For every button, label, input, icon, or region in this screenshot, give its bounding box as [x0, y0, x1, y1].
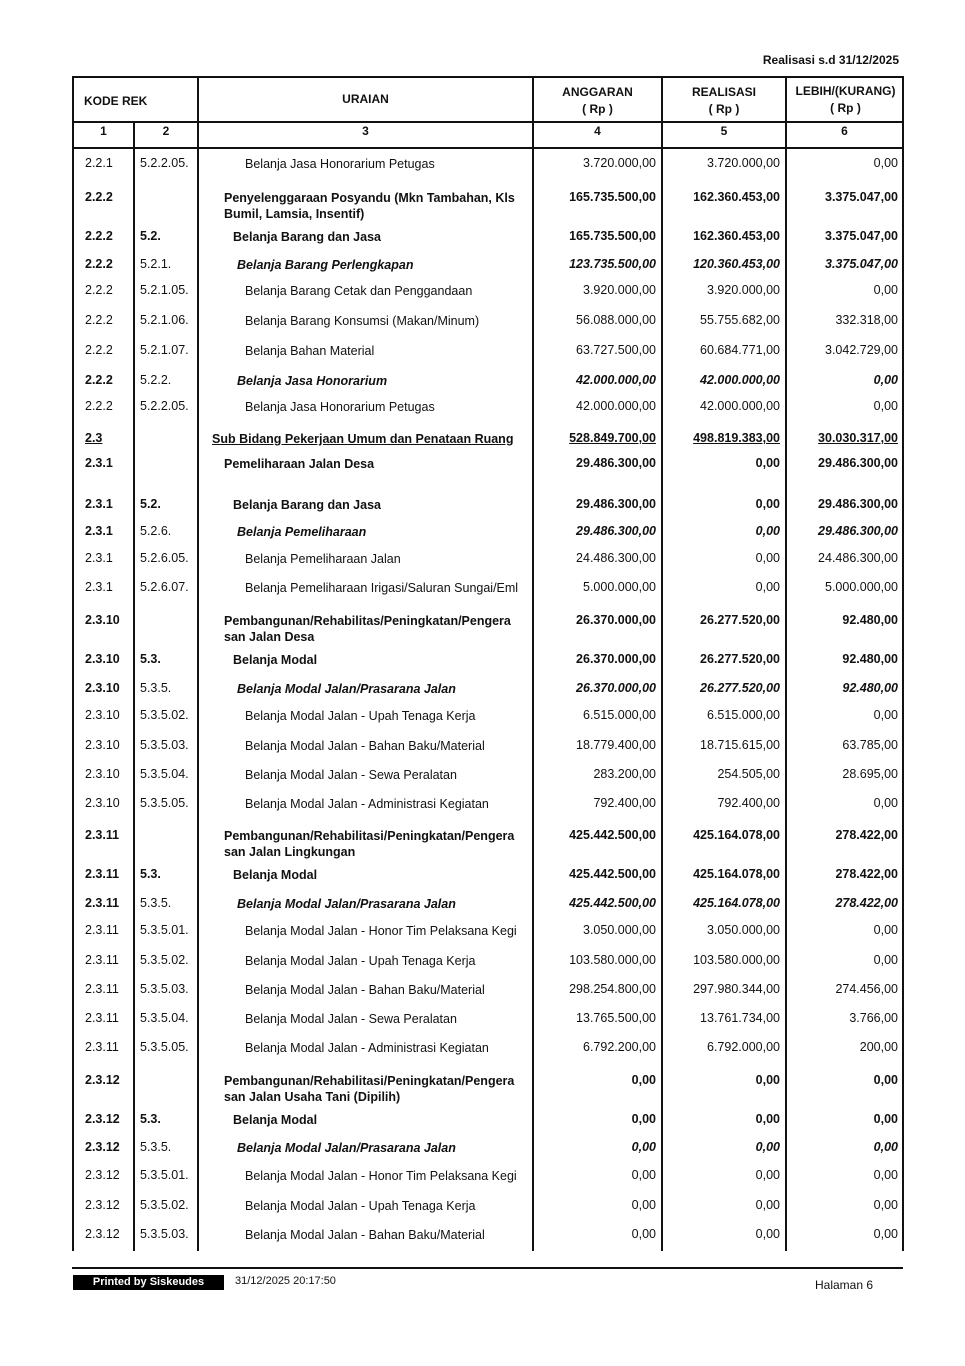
realization-amount-cell: 3.920.000,00 [707, 283, 780, 297]
header-anggaran [534, 84, 661, 118]
account-code-cell: 2.3.11 [85, 953, 119, 967]
rekening-code-cell: 5.3. [140, 652, 161, 666]
account-code-cell: 2.3.12 [85, 1168, 120, 1182]
column-number-3: 3 [362, 124, 369, 138]
realization-amount-cell: 26.277.520,00 [700, 652, 780, 666]
realization-amount-cell: 425.164.078,00 [693, 828, 780, 842]
account-code-cell: 2.3.1 [85, 551, 113, 565]
description-cell: Pemeliharaan Jalan Desa [224, 457, 375, 471]
rekening-code-cell: 5.2.1.07. [140, 343, 189, 357]
description-cell: Belanja Modal Jalan - Upah Tenaga Kerja [245, 709, 476, 723]
difference-amount-cell: 5.000.000,00 [825, 580, 898, 594]
realization-amount-cell: 0,00 [755, 1168, 780, 1182]
account-code-cell: 2.2.2 [85, 283, 113, 297]
account-code-cell: 2.3.11 [85, 1011, 119, 1025]
budget-amount-cell: 26.370.000,00 [576, 681, 656, 695]
difference-amount-cell: 3.375.047,00 [825, 229, 898, 243]
description-cell: Belanja Modal Jalan - Bahan Baku/Material [245, 739, 485, 753]
budget-amount-cell: 63.727.500,00 [576, 343, 656, 357]
difference-amount-cell: 0,00 [873, 1168, 898, 1182]
realization-amount-cell: 103.580.000,00 [693, 953, 780, 967]
difference-amount-cell: 0,00 [873, 1112, 898, 1126]
description-cell: Belanja Modal Jalan/Prasarana Jalan [237, 1141, 456, 1155]
budget-amount-cell: 5.000.000,00 [583, 580, 656, 594]
account-code-cell: 2.3.12 [85, 1073, 120, 1087]
description-cell: Pembangunan/Rehabilitasi/Peningkatan/Pengera san Jalan Usaha Tani (Dipilih) [224, 1074, 515, 1104]
description-cell: Belanja Barang dan Jasa [233, 498, 381, 512]
realization-amount-cell: 425.164.078,00 [693, 867, 780, 881]
budget-amount-cell: 165.735.500,00 [569, 190, 656, 204]
account-code-cell: 2.2.2 [85, 373, 113, 387]
account-code-cell: 2.3.10 [85, 681, 120, 695]
budget-amount-cell: 29.486.300,00 [576, 497, 656, 511]
rekening-code-cell: 5.3.5.02. [140, 953, 189, 967]
description-cell: Pembangunan/Rehabilitasi/Peningkatan/Pengera san Jalan Lingkungan [224, 829, 515, 859]
budget-amount-cell: 26.370.000,00 [576, 613, 656, 627]
budget-amount-cell: 0,00 [631, 1227, 656, 1241]
budget-amount-cell: 425.442.500,00 [569, 867, 656, 881]
description-cell: Belanja Modal Jalan - Bahan Baku/Material [245, 983, 485, 997]
rekening-code-cell: 5.3.5.03. [140, 738, 189, 752]
realization-amount-cell: 498.819.383,00 [693, 431, 780, 445]
rekening-code-cell: 5.3.5. [140, 681, 172, 695]
budget-amount-cell: 3.720.000,00 [583, 156, 656, 170]
budget-amount-cell: 24.486.300,00 [576, 551, 656, 565]
description-cell: Pembangunan/Rehabilitas/Peningkatan/Pengera san Jalan Desa [224, 614, 511, 644]
budget-amount-cell: 103.580.000,00 [569, 953, 656, 967]
budget-amount-cell: 0,00 [631, 1168, 656, 1182]
account-code-cell: 2.3.10 [85, 738, 120, 752]
period-label: Realisasi s.d 31/12/2025 [762, 53, 899, 67]
account-code-cell: 2.3.12 [85, 1112, 120, 1126]
difference-amount-cell: 30.030.317,00 [818, 431, 898, 445]
description-cell: Belanja Modal [233, 1113, 318, 1127]
difference-amount-cell: 0,00 [873, 1073, 898, 1087]
account-code-cell: 2.3.12 [85, 1140, 120, 1154]
account-code-cell: 2.2.2 [85, 343, 113, 357]
rekening-code-cell: 5.2.1.06. [140, 313, 189, 327]
difference-amount-cell: 278.422,00 [835, 828, 898, 842]
description-cell: Belanja Modal Jalan - Sewa Peralatan [245, 1012, 457, 1026]
rekening-code-cell: 5.3.5.04. [140, 1011, 189, 1025]
rekening-code-cell: 5.3.5.05. [140, 796, 189, 810]
difference-amount-cell: 332.318,00 [835, 313, 898, 327]
difference-amount-cell: 3.375.047,00 [825, 257, 898, 271]
realization-amount-cell: 0,00 [755, 1227, 780, 1241]
account-code-cell: 2.3 [85, 431, 103, 445]
budget-amount-cell: 42.000.000,00 [576, 373, 656, 387]
budget-amount-cell: 6.515.000,00 [583, 708, 656, 722]
budget-amount-cell: 0,00 [631, 1198, 656, 1212]
difference-amount-cell: 0,00 [873, 923, 898, 937]
difference-amount-cell: 3.375.047,00 [825, 190, 898, 204]
difference-amount-cell: 28.695,00 [842, 767, 898, 781]
difference-amount-cell: 29.486.300,00 [818, 524, 898, 538]
description-cell: Belanja Jasa Honorarium Petugas [245, 400, 435, 414]
realization-amount-cell: 3.720.000,00 [707, 156, 780, 170]
difference-amount-cell: 0,00 [873, 708, 898, 722]
account-code-cell: 2.3.10 [85, 613, 120, 627]
account-code-cell: 2.3.10 [85, 767, 120, 781]
rekening-code-cell: 5.3.5.01. [140, 1168, 189, 1182]
difference-amount-cell: 92.480,00 [842, 652, 898, 666]
description-cell: Belanja Barang Perlengkapan [237, 258, 414, 272]
page-number: Halaman 6 [815, 1278, 874, 1292]
account-code-cell: 2.2.2 [85, 313, 113, 327]
account-code-cell: 2.2.2 [85, 399, 113, 413]
description-cell: Belanja Modal [233, 653, 318, 667]
budget-amount-cell: 56.088.000,00 [576, 313, 656, 327]
description-cell: Belanja Pemeliharaan [237, 525, 367, 539]
column-number-5: 5 [720, 124, 728, 138]
rekening-code-cell: 5.3.5. [140, 1140, 172, 1154]
difference-amount-cell: 0,00 [873, 1198, 898, 1212]
difference-amount-cell: 278.422,00 [835, 896, 898, 910]
description-cell: Belanja Modal Jalan/Prasarana Jalan [237, 897, 456, 911]
realization-amount-cell: 162.360.453,00 [693, 190, 780, 204]
difference-amount-cell: 92.480,00 [842, 681, 898, 695]
rekening-code-cell: 5.2.6.05. [140, 551, 189, 565]
account-code-cell: 2.3.11 [85, 1040, 119, 1054]
rekening-code-cell: 5.3.5.01. [140, 923, 189, 937]
difference-amount-cell: 24.486.300,00 [818, 551, 898, 565]
header-lebih-kurang-label: LEBIH/(KURANG) [795, 84, 896, 98]
rekening-code-cell: 5.2.2.05. [140, 399, 189, 413]
realization-amount-cell: 0,00 [755, 1198, 780, 1212]
header-anggaran-label: ANGGARAN [562, 85, 633, 99]
account-code-cell: 2.3.10 [85, 652, 120, 666]
column-divider [785, 76, 787, 1251]
realization-amount-cell: 425.164.078,00 [693, 896, 780, 910]
budget-amount-cell: 0,00 [631, 1073, 656, 1087]
realization-amount-cell: 60.684.771,00 [700, 343, 780, 357]
realization-amount-cell: 0,00 [755, 1112, 780, 1126]
description-cell: Belanja Modal Jalan - Sewa Peralatan [245, 768, 457, 782]
rekening-code-cell: 5.3.5.02. [140, 1198, 189, 1212]
header-realisasi [663, 84, 785, 118]
realization-amount-cell: 0,00 [755, 524, 780, 538]
description-cell: Belanja Barang Konsumsi (Makan/Minum) [245, 314, 480, 328]
rekening-code-cell: 5.2.1. [140, 257, 172, 271]
budget-amount-cell: 298.254.800,00 [569, 982, 656, 996]
table-border-top [72, 76, 904, 78]
header-anggaran-unit: ( Rp ) [582, 102, 613, 116]
budget-amount-cell: 18.779.400,00 [576, 738, 656, 752]
realization-amount-cell: 297.980.344,00 [693, 982, 780, 996]
difference-amount-cell: 0,00 [873, 1227, 898, 1241]
description-cell: Belanja Bahan Material [245, 344, 375, 358]
budget-amount-cell: 26.370.000,00 [576, 652, 656, 666]
column-number-1: 1 [100, 124, 107, 138]
budget-amount-cell: 29.486.300,00 [576, 456, 656, 470]
column-divider [661, 76, 663, 1251]
difference-amount-cell: 0,00 [873, 1140, 898, 1154]
difference-amount-cell: 0,00 [873, 373, 898, 387]
realization-amount-cell: 55.755.682,00 [700, 313, 780, 327]
header-kode-rek: KODE REK [84, 94, 148, 108]
realization-amount-cell: 13.761.734,00 [700, 1011, 780, 1025]
rekening-code-cell: 5.2.1.05. [140, 283, 189, 297]
printed-timestamp: 31/12/2025 20:17:50 [235, 1275, 336, 1287]
difference-amount-cell: 3.766,00 [849, 1011, 898, 1025]
description-cell: Belanja Modal Jalan - Upah Tenaga Kerja [245, 1199, 476, 1213]
budget-amount-cell: 425.442.500,00 [569, 896, 656, 910]
rekening-code-cell: 5.2. [140, 497, 161, 511]
table-border-right [902, 76, 904, 1251]
budget-amount-cell: 165.735.500,00 [569, 229, 656, 243]
account-code-cell: 2.2.1 [85, 156, 113, 170]
realization-amount-cell: 792.400,00 [717, 796, 780, 810]
realization-amount-cell: 254.505,00 [717, 767, 780, 781]
difference-amount-cell: 92.480,00 [842, 613, 898, 627]
realization-amount-cell: 42.000.000,00 [700, 373, 780, 387]
description-cell: Sub Bidang Pekerjaan Umum dan Penataan Ruang [212, 432, 514, 446]
account-code-cell: 2.3.10 [85, 708, 120, 722]
account-code-cell: 2.3.11 [85, 867, 120, 881]
account-code-cell: 2.3.1 [85, 497, 113, 511]
realization-amount-cell: 6.515.000,00 [707, 708, 780, 722]
budget-amount-cell: 29.486.300,00 [576, 524, 656, 538]
column-number-4: 4 [594, 124, 601, 138]
rekening-code-cell: 5.3.5. [140, 896, 172, 910]
account-code-cell: 2.3.11 [85, 923, 119, 937]
rekening-code-cell: 5.3.5.02. [140, 708, 189, 722]
description-cell: Belanja Modal Jalan - Honor Tim Pelaksana Kegi [245, 924, 517, 938]
rekening-code-cell: 5.2.2. [140, 373, 172, 387]
realization-amount-cell: 42.000.000,00 [700, 399, 780, 413]
rekening-code-cell: 5.3.5.03. [140, 982, 189, 996]
account-code-cell: 2.3.11 [85, 828, 120, 842]
realization-amount-cell: 0,00 [755, 456, 780, 470]
description-cell: Belanja Modal Jalan - Honor Tim Pelaksana Kegi [245, 1169, 517, 1183]
account-code-cell: 2.3.10 [85, 796, 120, 810]
rekening-code-cell: 5.2.2.05. [140, 156, 189, 170]
realization-amount-cell: 162.360.453,00 [693, 229, 780, 243]
rekening-code-cell: 5.3. [140, 1112, 161, 1126]
budget-amount-cell: 3.050.000,00 [583, 923, 656, 937]
account-code-cell: 2.3.12 [85, 1198, 120, 1212]
account-code-cell: 2.2.2 [85, 190, 113, 204]
rekening-code-cell: 5.3.5.05. [140, 1040, 189, 1054]
rekening-code-cell: 5.2.6. [140, 524, 172, 538]
realization-amount-cell: 18.715.615,00 [700, 738, 780, 752]
budget-amount-cell: 792.400,00 [593, 796, 656, 810]
description-cell: Belanja Modal Jalan/Prasarana Jalan [237, 682, 456, 696]
realization-amount-cell: 120.360.453,00 [693, 257, 780, 271]
rekening-code-cell: 5.2. [140, 229, 161, 243]
description-cell: Belanja Pemeliharaan Irigasi/Saluran Sungai/Eml [245, 581, 519, 595]
description-cell: Belanja Pemeliharaan Jalan [245, 552, 401, 566]
difference-amount-cell: 278.422,00 [835, 867, 898, 881]
description-cell: Belanja Jasa Honorarium Petugas [245, 157, 435, 171]
table-border-left [72, 76, 74, 1251]
header-divider [72, 147, 904, 149]
description-cell: Penyelenggaraan Posyandu (Mkn Tambahan, Kls Bumil, Lamsia, Insentif) [224, 191, 515, 221]
budget-amount-cell: 42.000.000,00 [576, 399, 656, 413]
realization-amount-cell: 0,00 [755, 1073, 780, 1087]
column-number-6: 6 [841, 124, 848, 138]
header-divider [72, 121, 904, 123]
description-cell: Belanja Jasa Honorarium [237, 374, 388, 388]
account-code-cell: 2.2.2 [85, 257, 113, 271]
account-code-cell: 2.3.1 [85, 456, 113, 470]
realization-amount-cell: 6.792.000,00 [707, 1040, 780, 1054]
description-cell: Belanja Modal Jalan - Upah Tenaga Kerja [245, 954, 476, 968]
header-uraian: URAIAN [342, 92, 389, 106]
realization-amount-cell: 0,00 [755, 497, 780, 511]
budget-amount-cell: 6.792.200,00 [583, 1040, 656, 1054]
budget-amount-cell: 425.442.500,00 [569, 828, 656, 842]
account-code-cell: 2.2.2 [85, 229, 113, 243]
difference-amount-cell: 29.486.300,00 [818, 497, 898, 511]
rekening-code-cell: 5.3. [140, 867, 161, 881]
realization-amount-cell: 26.277.520,00 [700, 681, 780, 695]
difference-amount-cell: 3.042.729,00 [825, 343, 898, 357]
realization-amount-cell: 26.277.520,00 [700, 613, 780, 627]
budget-amount-cell: 528.849.700,00 [569, 431, 656, 445]
difference-amount-cell: 200,00 [859, 1040, 898, 1054]
footer-divider [72, 1267, 903, 1269]
header-lebih-kurang [787, 83, 904, 117]
description-cell: Belanja Modal Jalan - Bahan Baku/Material [245, 1228, 485, 1242]
difference-amount-cell: 0,00 [873, 953, 898, 967]
rekening-code-cell: 5.3.5.03. [140, 1227, 189, 1241]
rekening-code-cell: 5.3.5.04. [140, 767, 189, 781]
realization-amount-cell: 0,00 [755, 1140, 780, 1154]
header-realisasi-label: REALISASI [691, 85, 756, 99]
account-code-cell: 2.3.11 [85, 896, 120, 910]
difference-amount-cell: 0,00 [873, 283, 898, 297]
realization-amount-cell: 0,00 [755, 580, 780, 594]
description-cell: Belanja Modal Jalan - Administrasi Kegiatan [245, 797, 489, 811]
description-cell: Belanja Modal [233, 868, 318, 882]
rekening-code-cell: 5.2.6.07. [140, 580, 189, 594]
budget-amount-cell: 13.765.500,00 [576, 1011, 656, 1025]
description-cell: Belanja Barang dan Jasa [233, 230, 381, 244]
difference-amount-cell: 274.456,00 [835, 982, 898, 996]
description-cell: Belanja Barang Cetak dan Penggandaan [245, 284, 473, 298]
account-code-cell: 2.3.12 [85, 1227, 120, 1241]
difference-amount-cell: 0,00 [873, 796, 898, 810]
budget-amount-cell: 123.735.500,00 [569, 257, 656, 271]
description-cell: Belanja Modal Jalan - Administrasi Kegiatan [245, 1041, 489, 1055]
printed-by-badge: Printed by Siskeudes [73, 1275, 224, 1290]
difference-amount-cell: 29.486.300,00 [818, 456, 898, 470]
header-lebih-kurang-unit: ( Rp ) [830, 101, 861, 115]
realization-amount-cell: 3.050.000,00 [707, 923, 780, 937]
account-code-cell: 2.3.1 [85, 580, 113, 594]
budget-amount-cell: 283.200,00 [593, 767, 656, 781]
realization-amount-cell: 0,00 [755, 551, 780, 565]
account-code-cell: 2.3.1 [85, 524, 113, 538]
column-number-2: 2 [162, 124, 170, 138]
difference-amount-cell: 0,00 [873, 156, 898, 170]
account-code-cell: 2.3.11 [85, 982, 119, 996]
header-realisasi-unit: ( Rp ) [708, 102, 740, 116]
difference-amount-cell: 63.785,00 [842, 738, 898, 752]
budget-amount-cell: 0,00 [631, 1140, 656, 1154]
difference-amount-cell: 0,00 [873, 399, 898, 413]
budget-amount-cell: 0,00 [631, 1112, 656, 1126]
budget-realization-table [72, 76, 904, 1251]
budget-amount-cell: 3.920.000,00 [583, 283, 656, 297]
